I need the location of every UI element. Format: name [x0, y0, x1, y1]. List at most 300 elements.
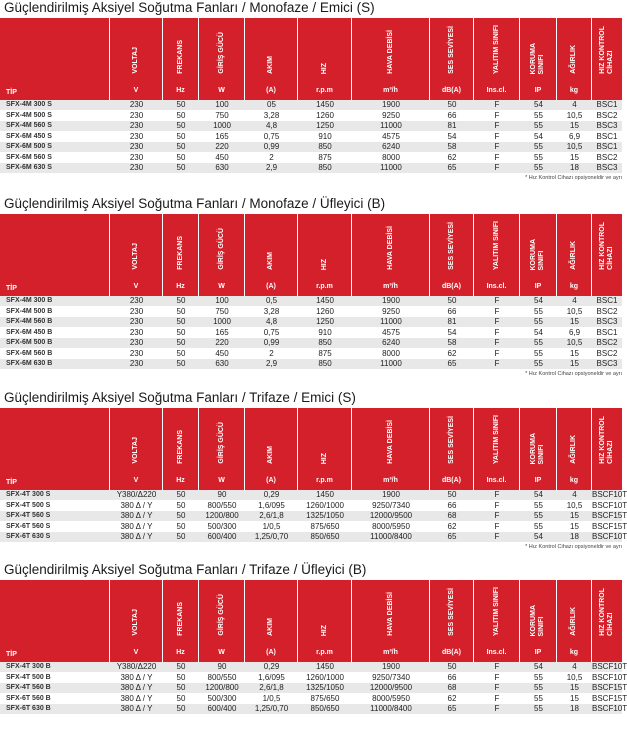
value-cell: 630: [215, 163, 229, 172]
table-row: [0, 662, 627, 673]
header-label: HIZ KONTROL CİHAZI: [599, 416, 614, 464]
value-cell: 15: [570, 521, 579, 531]
value-cell: BSC2: [596, 348, 618, 358]
header-label: YALITIM SINIFI: [492, 220, 500, 270]
header-col: [557, 214, 592, 296]
value-cell: 50: [176, 338, 186, 347]
value-cell: 10,5: [566, 306, 583, 316]
model-cell: SFX-6M 560 B: [6, 349, 53, 357]
table-body: [0, 296, 622, 370]
value-cell: BSC3: [596, 121, 618, 130]
value-cell: BSCF15T: [592, 693, 627, 703]
table-row: [0, 532, 627, 543]
value-cell: 875/650: [310, 693, 340, 703]
value-cell: 230: [129, 152, 144, 162]
value-cell: 230: [129, 100, 144, 109]
table-row: [0, 153, 622, 164]
header-col: [592, 580, 622, 662]
header-col: [110, 214, 163, 296]
header-label: HIZ: [320, 62, 328, 74]
value-cell: F: [494, 532, 500, 541]
table-header: [0, 18, 622, 100]
header-col: [352, 580, 430, 662]
header-unit: kg: [569, 477, 579, 484]
footnote: * Hız Kontrol Cihazı opsiyoneldir ve ayrı: [525, 174, 622, 181]
value-cell: 55: [534, 338, 543, 347]
header-col: [298, 18, 352, 100]
value-cell: 50: [176, 693, 186, 703]
value-cell: BSCF10T: [592, 672, 627, 682]
header-col: [592, 18, 622, 100]
header-col: [474, 18, 520, 100]
value-cell: 850: [318, 359, 332, 368]
header-col: [592, 408, 622, 490]
header-unit: IP: [534, 87, 542, 94]
value-cell: F: [494, 683, 500, 692]
table-body: [0, 490, 627, 543]
value-cell: 850: [318, 163, 332, 172]
header-col: [474, 580, 520, 662]
value-cell: 0,75: [263, 131, 280, 141]
header-col: [110, 18, 163, 100]
value-cell: 4: [572, 490, 577, 499]
header-label: AKIM: [267, 252, 274, 270]
value-cell: 62: [447, 348, 457, 358]
header-label: AĞIRLIK: [570, 241, 577, 270]
header-label: AĞIRLIK: [570, 45, 577, 74]
value-cell: 750: [215, 306, 229, 316]
model-cell: SFX-6M 450 S: [6, 132, 52, 140]
value-cell: BSC3: [596, 317, 618, 326]
header-col: [0, 580, 110, 662]
value-cell: F: [494, 672, 500, 682]
value-cell: BSCF10T: [592, 532, 627, 541]
value-cell: 55: [534, 521, 543, 531]
header-unit: V: [133, 477, 139, 484]
value-cell: 230: [129, 296, 144, 305]
table-row: [0, 704, 627, 715]
value-cell: 65: [447, 359, 457, 368]
value-cell: 750: [215, 110, 229, 120]
value-cell: 50: [447, 490, 457, 499]
table-row: [0, 296, 622, 307]
model-cell: SFX-6T 630 S: [6, 533, 51, 540]
value-cell: 4575: [382, 327, 400, 337]
value-cell: BSC2: [596, 152, 618, 162]
header-unit: (A): [266, 87, 276, 94]
value-cell: F: [494, 500, 500, 510]
value-cell: 0,29: [263, 662, 280, 671]
value-cell: 50: [176, 672, 186, 682]
value-cell: 1450: [316, 100, 334, 109]
value-cell: 4,8: [265, 317, 278, 326]
header-col: [110, 408, 163, 490]
header-col: [163, 408, 199, 490]
header-col: [245, 408, 298, 490]
header-unit: W: [218, 283, 225, 290]
value-cell: BSCF10T: [592, 662, 627, 671]
header-label: YALITIM SINIFI: [492, 414, 500, 464]
section-title: Güçlendirilmiş Aksiyel Soğutma Fanları / Monofaze / Emici (S): [4, 0, 375, 15]
value-cell: 90: [217, 490, 227, 499]
value-cell: F: [494, 490, 500, 499]
section-title: Güçlendirilmiş Aksiyel Soğutma Fanları / Trifaze / Üfleyici (B): [4, 562, 367, 577]
value-cell: 50: [447, 662, 457, 671]
header-col: [474, 214, 520, 296]
header-label: GİRİŞ GÜCÜ: [217, 228, 225, 270]
model-cell: SFX-4M 300 B: [6, 297, 53, 304]
model-cell: SFX-4T 560 S: [6, 512, 51, 519]
table-header: [0, 214, 622, 296]
value-cell: 800/550: [207, 500, 237, 510]
value-cell: 50: [176, 359, 186, 368]
value-cell: 630: [215, 359, 229, 368]
header-label: HAVA DEBİSİ: [386, 420, 394, 464]
model-cell: SFX-6M 500 B: [6, 339, 53, 346]
header-col: [298, 408, 352, 490]
header-col: [474, 408, 520, 490]
value-cell: 9250: [382, 110, 400, 120]
value-cell: 1/0,5: [262, 693, 281, 703]
model-cell: SFX-6M 630 S: [6, 164, 52, 171]
value-cell: 600/400: [207, 532, 237, 541]
value-cell: 1250: [316, 317, 334, 326]
header-unit: IP: [534, 649, 542, 656]
header-col: [352, 214, 430, 296]
header-label: HAVA DEBİSİ: [386, 592, 394, 636]
table-row: [0, 490, 627, 501]
value-cell: 55: [534, 704, 543, 713]
value-cell: 9250: [382, 306, 400, 316]
value-cell: F: [494, 327, 500, 337]
value-cell: 50: [176, 131, 186, 141]
value-cell: F: [494, 100, 500, 109]
value-cell: 55: [534, 672, 543, 682]
value-cell: F: [494, 131, 500, 141]
value-cell: F: [494, 693, 500, 703]
value-cell: 68: [447, 683, 457, 692]
value-cell: 50: [176, 348, 186, 358]
value-cell: 50: [176, 327, 186, 337]
value-cell: 15: [570, 317, 579, 326]
value-cell: 81: [447, 121, 457, 130]
header-unit: Ins.cl.: [486, 87, 507, 94]
value-cell: 55: [534, 306, 543, 316]
header-label: HIZ KONTROL CİHAZI: [599, 222, 614, 270]
value-cell: 66: [447, 672, 457, 682]
value-cell: F: [494, 511, 500, 520]
value-cell: 54: [534, 296, 543, 305]
value-cell: Y380/Δ220: [116, 662, 157, 671]
header-label: FREKANS: [176, 602, 184, 636]
header-label: SES SEVİYESİ: [447, 222, 455, 270]
value-cell: 1260: [316, 306, 334, 316]
value-cell: 55: [534, 163, 543, 172]
header-label: VOLTAJ: [132, 609, 139, 636]
header-tip-label: TİP: [6, 651, 17, 658]
value-cell: 54: [534, 532, 543, 541]
value-cell: 1900: [382, 490, 400, 499]
table-row: [0, 328, 622, 339]
value-cell: BSC3: [596, 163, 618, 172]
value-cell: 850: [318, 142, 332, 151]
value-cell: 55: [534, 500, 543, 510]
value-cell: 11000: [380, 121, 402, 130]
header-label: VOLTAJ: [132, 47, 139, 74]
header-unit: dB(A): [441, 283, 462, 290]
value-cell: 1200/800: [205, 511, 239, 520]
header-col: [245, 580, 298, 662]
value-cell: 50: [176, 306, 186, 316]
value-cell: 380 Δ / Y: [120, 532, 153, 541]
header-unit: Hz: [176, 477, 185, 484]
model-cell: SFX-4T 500 S: [6, 501, 51, 509]
header-unit: IP: [534, 283, 542, 290]
header-unit: W: [218, 477, 225, 484]
value-cell: 66: [447, 500, 457, 510]
header-label: GİRİŞ GÜCÜ: [217, 594, 225, 636]
header-label: HIZ: [320, 452, 328, 464]
header-col: [430, 580, 474, 662]
value-cell: 850/650: [310, 704, 340, 713]
value-cell: F: [494, 142, 500, 151]
value-cell: 65: [447, 532, 457, 541]
header-label: GİRİŞ GÜCÜ: [217, 32, 225, 74]
value-cell: 3,28: [263, 110, 280, 120]
value-cell: 65: [447, 163, 457, 172]
value-cell: 1,6/095: [258, 500, 285, 510]
header-unit: Ins.cl.: [486, 477, 507, 484]
footnote: * Hız Kontrol Cihazı opsiyoneldir ve ayrı: [525, 543, 622, 550]
value-cell: 12000/9500: [369, 683, 413, 692]
value-cell: 850/650: [310, 532, 340, 541]
header-unit: Ins.cl.: [486, 649, 507, 656]
value-cell: 0,75: [263, 327, 280, 337]
value-cell: 1/0,5: [262, 521, 281, 531]
value-cell: 1250: [316, 121, 334, 130]
value-cell: BSCF10T: [592, 490, 627, 499]
value-cell: 55: [534, 511, 543, 520]
value-cell: F: [494, 662, 500, 671]
value-cell: 230: [129, 317, 144, 326]
value-cell: BSC3: [596, 359, 618, 368]
value-cell: 50: [176, 683, 186, 692]
value-cell: 220: [215, 142, 229, 151]
value-cell: 4: [572, 296, 577, 305]
model-cell: SFX-4M 560 B: [6, 318, 53, 325]
value-cell: 0,99: [263, 338, 280, 347]
model-cell: SFX-4M 500 S: [6, 111, 52, 119]
header-col: [520, 580, 557, 662]
header-unit: r.p.m: [316, 283, 333, 290]
value-cell: 50: [176, 142, 186, 151]
header-label: SES SEVİYESİ: [447, 588, 455, 636]
table-row: [0, 100, 622, 111]
value-cell: 875: [318, 348, 332, 358]
table-row: [0, 121, 622, 132]
header-label: VOLTAJ: [132, 437, 139, 464]
table-row: [0, 317, 622, 328]
header-unit: W: [218, 87, 225, 94]
value-cell: 54: [447, 131, 457, 141]
value-cell: 100: [215, 100, 229, 109]
value-cell: 10,5: [566, 110, 583, 120]
value-cell: 18: [570, 704, 579, 713]
value-cell: 50: [176, 163, 186, 172]
header-label: FREKANS: [176, 430, 184, 464]
model-cell: SFX-6T 560 S: [6, 522, 51, 530]
value-cell: 62: [447, 693, 457, 703]
value-cell: 55: [534, 142, 543, 151]
value-cell: 50: [176, 100, 186, 109]
header-unit: (A): [266, 649, 276, 656]
header-unit: V: [133, 87, 139, 94]
value-cell: 50: [176, 500, 186, 510]
header-unit: IP: [534, 477, 542, 484]
header-unit: kg: [569, 649, 579, 656]
value-cell: 15: [570, 683, 579, 692]
model-cell: SFX-6M 450 B: [6, 328, 53, 336]
value-cell: 230: [129, 121, 144, 130]
header-unit: Ins.cl.: [486, 283, 507, 290]
value-cell: 1450: [316, 662, 334, 671]
table-row: [0, 672, 627, 684]
value-cell: 1260: [316, 110, 334, 120]
value-cell: 230: [129, 110, 144, 120]
header-unit: m³/h: [383, 283, 398, 290]
header-label: YALITIM SINIFI: [492, 586, 500, 636]
header-unit: V: [133, 283, 139, 290]
value-cell: 12000/9500: [369, 511, 413, 520]
header-col: [163, 580, 199, 662]
header-col: [592, 214, 622, 296]
header-label: AKIM: [267, 618, 274, 636]
table-header: [0, 580, 622, 662]
value-cell: 15: [570, 152, 579, 162]
value-cell: 800/550: [207, 672, 237, 682]
value-cell: 9250/7340: [372, 672, 410, 682]
header-label: HAVA DEBİSİ: [386, 226, 394, 270]
header-tip-label: TİP: [6, 89, 17, 96]
header-col: [557, 18, 592, 100]
value-cell: 90: [217, 662, 227, 671]
value-cell: 50: [176, 110, 186, 120]
value-cell: 230: [129, 348, 144, 358]
value-cell: F: [494, 338, 500, 347]
header-unit: dB(A): [441, 87, 462, 94]
header-unit: Hz: [176, 649, 185, 656]
header-col: [245, 214, 298, 296]
value-cell: 220: [215, 338, 229, 347]
table-row: [0, 307, 622, 318]
value-cell: 230: [129, 306, 144, 316]
table-body: [0, 662, 627, 715]
model-cell: SFX-4M 300 S: [6, 101, 52, 108]
value-cell: 1260/1000: [306, 672, 344, 682]
value-cell: 11000: [380, 359, 402, 368]
header-tip-label: TİP: [6, 285, 17, 292]
value-cell: 55: [534, 121, 543, 130]
header-tip-label: TİP: [6, 479, 17, 486]
value-cell: 50: [176, 511, 186, 520]
value-cell: 1200/800: [205, 683, 239, 692]
value-cell: F: [494, 121, 500, 130]
value-cell: 10,5: [566, 500, 583, 510]
table-row: [0, 359, 622, 370]
value-cell: 62: [447, 521, 457, 531]
header-col: [298, 580, 352, 662]
value-cell: 230: [129, 327, 144, 337]
header-label: SES SEVİYESİ: [447, 416, 455, 464]
value-cell: 18: [570, 163, 579, 172]
table-row: [0, 132, 622, 143]
header-col: [520, 408, 557, 490]
model-cell: SFX-6M 560 S: [6, 153, 52, 161]
value-cell: 54: [447, 327, 457, 337]
value-cell: 2,6/1,8: [259, 511, 284, 520]
value-cell: 910: [318, 327, 332, 337]
table-row: [0, 349, 622, 360]
value-cell: 6,9: [568, 131, 581, 141]
table-row: [0, 142, 622, 153]
value-cell: 54: [534, 327, 543, 337]
model-cell: SFX-6T 560 B: [6, 694, 51, 702]
header-unit: (A): [266, 477, 276, 484]
model-cell: SFX-4M 560 S: [6, 122, 52, 129]
value-cell: 58: [447, 142, 457, 151]
value-cell: 15: [570, 511, 579, 520]
header-label: KORUMA SINIFI: [530, 238, 545, 270]
value-cell: 450: [215, 348, 229, 358]
value-cell: 50: [447, 100, 457, 109]
header-label: KORUMA SINIFI: [530, 432, 545, 464]
value-cell: 230: [129, 163, 144, 172]
header-unit: r.p.m: [316, 649, 333, 656]
header-col: [430, 408, 474, 490]
value-cell: F: [494, 306, 500, 316]
value-cell: BSC1: [596, 142, 618, 151]
header-unit: m³/h: [383, 649, 398, 656]
value-cell: 2,9: [265, 359, 278, 368]
header-col: [557, 580, 592, 662]
value-cell: 100: [215, 296, 229, 305]
header-unit: kg: [569, 283, 579, 290]
value-cell: 68: [447, 511, 457, 520]
value-cell: 230: [129, 142, 144, 151]
header-label: AKIM: [267, 56, 274, 74]
value-cell: F: [494, 152, 500, 162]
value-cell: 230: [129, 131, 144, 141]
value-cell: 910: [318, 131, 332, 141]
table-row: [0, 500, 627, 512]
header-label: HIZ KONTROL CİHAZI: [599, 26, 614, 74]
header-col: [557, 408, 592, 490]
value-cell: 50: [176, 317, 186, 326]
value-cell: 1,25/0,70: [254, 532, 289, 541]
value-cell: 55: [534, 359, 543, 368]
header-col: [352, 18, 430, 100]
value-cell: 1,25/0,70: [254, 704, 289, 713]
value-cell: 55: [534, 152, 543, 162]
value-cell: 6240: [382, 338, 400, 347]
header-unit: V: [133, 649, 139, 656]
value-cell: 50: [176, 490, 186, 499]
header-col: [430, 214, 474, 296]
header-unit: m³/h: [383, 87, 398, 94]
value-cell: 50: [176, 662, 186, 671]
value-cell: 165: [215, 327, 229, 337]
value-cell: 50: [176, 532, 186, 541]
